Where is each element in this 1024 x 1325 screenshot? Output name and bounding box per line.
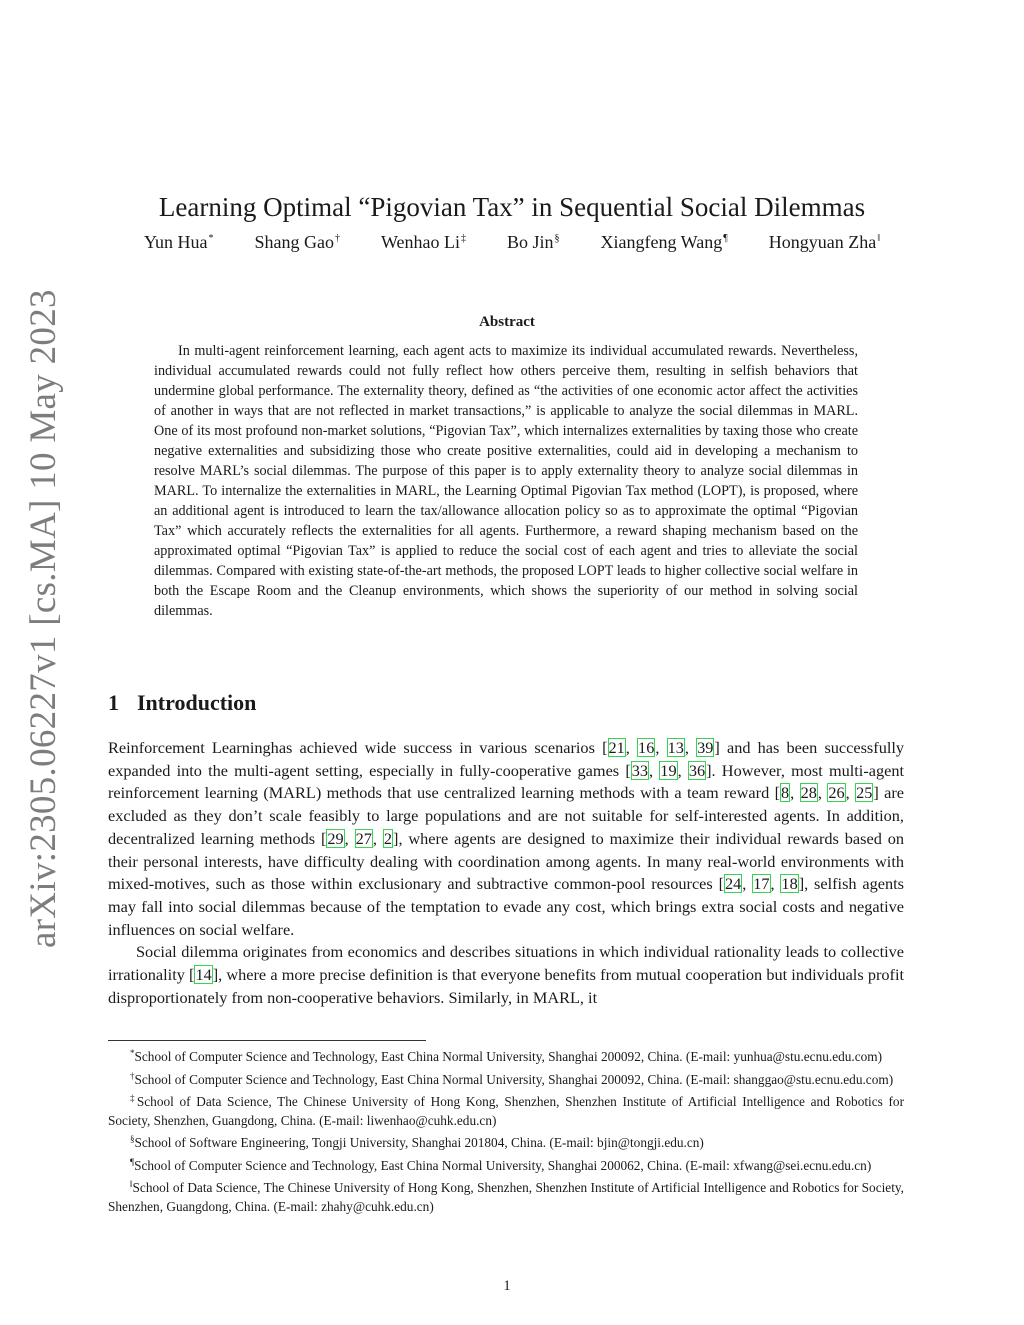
author-list: [0, 232, 1024, 253]
text-run: ,: [790, 783, 800, 803]
footnote: [108, 1067, 904, 1090]
author-footnote-mark: ¶: [723, 233, 728, 244]
citation-link[interactable]: 28: [800, 783, 817, 803]
text-run: ,: [684, 738, 697, 757]
footnote-text: School of Data Science, The Chinese University of Hong Kong, Shenzhen, Shenzhen Institute of Artificial Intelligence and Robotics for Society, Shenzhen, Guangdong, China. (E-mail: zhahy@cuhk.edu.cn): [108, 1180, 904, 1214]
paragraph: [108, 737, 904, 941]
paragraph: [108, 941, 904, 1009]
footnote-text: School of Data Science, The Chinese University of Hong Kong, Shenzhen, Shenzhen Institute of Artificial Intelligence and Robotics for Society, Shenzhen, Guangdong, China. (E-mail: liwenhao@cuhk.edu.cn): [108, 1094, 905, 1128]
author-name: Shang Gao: [254, 232, 334, 252]
arxiv-identifier: arXiv:2305.06227v1 [cs.MA] 10 May 2023: [23, 289, 64, 948]
footnote-text: School of Computer Science and Technology, East China Normal University, Shanghai 200092, China. (E-mail: shanggao@stu.ecnu.edu.com): [134, 1071, 894, 1087]
citation-link[interactable]: 18: [781, 874, 798, 894]
author-name: Bo Jin: [507, 232, 554, 252]
citation-link[interactable]: 17: [753, 874, 770, 894]
citation-link[interactable]: 14: [195, 965, 212, 985]
footnotes: [108, 1044, 904, 1216]
citation-link[interactable]: 2: [383, 828, 393, 848]
author-name: Wenhao Li: [380, 232, 460, 252]
text-run: ,: [817, 783, 828, 803]
author: [144, 232, 214, 253]
author-footnote-mark: ‖: [877, 233, 881, 244]
author-footnote-mark: ‡: [461, 233, 466, 244]
author: [769, 232, 880, 253]
citation-link[interactable]: 24: [725, 874, 742, 894]
footnote-mark: §: [130, 1134, 135, 1144]
author-name: Xiangfeng Wang: [600, 232, 723, 252]
text-run: Social dilemma originates from economics and describes situations in which individual rationality leads to collective irrationality [: [108, 942, 904, 985]
citation-link[interactable]: 33: [631, 760, 649, 780]
text-run: ,: [625, 738, 638, 757]
text-run: ,: [649, 760, 660, 780]
text-run: ,: [742, 874, 753, 894]
author: [507, 232, 560, 253]
footnote-text: School of Computer Science and Technology, East China Normal University, Shanghai 200062, China. (E-mail: xfwang@sei.ecnu.edu.cn): [134, 1157, 872, 1173]
text-run: ], where agents are designed to maximize their individual rewards based on their personal interests, have difficulty dealing with coordination among agents. In many real-world environments with mixed-motives, such as those within exclusionary and subtractive common-pool resources [: [108, 828, 905, 894]
footnote-mark: ‡: [130, 1093, 137, 1103]
citation-link[interactable]: 8: [781, 783, 790, 803]
footnote-mark: *: [130, 1048, 135, 1058]
section-title: Introduction: [137, 690, 257, 715]
paper-title: Learning Optimal “Pigovian Tax” in Sequential Social Dilemmas: [158, 192, 866, 223]
introduction-body: [108, 737, 904, 1009]
abstract-text: In multi-agent reinforcement learning, each agent acts to maximize its individual accumulated rewards. Nevertheless, individual accumulated rewards could not fully reflect how others perceive them, resulting in selfish behaviors that undermine global performance. The externality theory, defined as “the activities of one economic actor affect the activities of another in ways that are not reflected in market transactions,” is applicable to analyze the social dilemmas in MARL. One of its most profound non-market solutions, “Pigovian Tax”, which internalizes externalities by taxing those who create negative externalities and subsidizing those who create positive externalities, could aid in developing a mechanism to resolve MARL’s social dilemmas. The purpose of this paper is to apply externality theory to analyze social dilemmas in MARL. To internalize the externalities in MARL, the Learning Optimal Pigovian Tax method (LOPT), is proposed, where an additional agent is introduced to learn the tax/allowance allocation policy so as to approximate the optimal “Pigovian Tax” which accurately reflects the externalities for all agents. Furthermore, a reward shaping mechanism based on the approximated optimal “Pigovian Tax” is applied to reduce the social cost of each agent and tries to alleviate the social dilemmas. Compared with existing state-of-the-art methods, the proposed LOPT leads to higher collective social welfare in both the Escape Room and the Cleanup environments, which shows the superiority of our method in solving social dilemmas.: [154, 343, 858, 619]
text-run: ,: [770, 874, 781, 894]
text-run: ,: [344, 828, 355, 848]
text-run: Reinforcement Learninghas achieved wide success in various scenarios [: [108, 738, 608, 757]
author-name: Hongyuan Zha: [768, 232, 877, 252]
citation-link[interactable]: 26: [828, 783, 845, 803]
text-run: ]. However, most multi-agent reinforcement learning (MARL) methods that use centralized learning methods with a team reward [: [108, 760, 905, 803]
section-number: 1: [108, 690, 119, 715]
footnote-mark: †: [130, 1070, 135, 1081]
author-footnote-mark: †: [334, 233, 340, 244]
citation-link[interactable]: 25: [856, 783, 873, 803]
citation-link[interactable]: 13: [667, 738, 684, 757]
footnote-divider: [108, 1040, 426, 1041]
text-run: ,: [372, 828, 383, 848]
footnote-mark: ‖: [130, 1179, 133, 1189]
citation-link[interactable]: 36: [688, 760, 706, 780]
abstract-heading: Abstract: [479, 314, 535, 330]
footnote-mark: ¶: [130, 1156, 135, 1167]
citation-link[interactable]: 21: [608, 738, 625, 757]
citation-link[interactable]: 27: [355, 828, 372, 848]
text-run: ] are excluded as they don’t scale feasibly to large populations and are not suitable for self-interested agents. In addition, decentralized learning methods [: [108, 783, 905, 848]
text-run: ,: [845, 783, 856, 803]
footnote-text: School of Software Engineering, Tongji University, Shanghai 201804, China. (E-mail: bjin@tongji.edu.cn): [134, 1135, 704, 1150]
author-footnote-mark: §: [554, 233, 560, 244]
author-footnote-mark: *: [208, 233, 214, 244]
author: [601, 232, 728, 253]
citation-link[interactable]: 16: [638, 738, 655, 757]
text-run: ,: [677, 760, 688, 780]
section-heading: [108, 690, 256, 716]
footnote: [108, 1130, 904, 1153]
author-name: Yun Hua: [143, 232, 208, 252]
footnote-text: School of Computer Science and Technology, East China Normal University, Shanghai 200092, China. (E-mail: yunhua@stu.ecnu.edu.com): [134, 1049, 883, 1064]
page-number: 1: [503, 1278, 511, 1294]
citation-link[interactable]: 19: [660, 760, 677, 780]
text-run: ,: [655, 738, 667, 757]
footnote: [108, 1175, 904, 1216]
text-run: ], selfish agents may fall into social dilemmas because of the temptation to evade any cost, which brings extra social costs and negative influences on social welfare.: [108, 874, 904, 939]
text-run: ] and has been successfully expanded into the multi-agent setting, especially in fully-cooperative games [: [108, 738, 905, 780]
footnote: [108, 1089, 904, 1130]
footnote: [108, 1153, 904, 1176]
citation-link[interactable]: 39: [697, 738, 714, 757]
citation-link[interactable]: 29: [327, 828, 344, 848]
text-run: ], where a more precise definition is that everyone benefits from mutual cooperation but individuals profit disproportionately from non-cooperative behaviors. Similarly, in MARL, it: [108, 965, 905, 1007]
footnote: [108, 1044, 904, 1067]
author: [254, 232, 340, 253]
author: [381, 232, 466, 253]
